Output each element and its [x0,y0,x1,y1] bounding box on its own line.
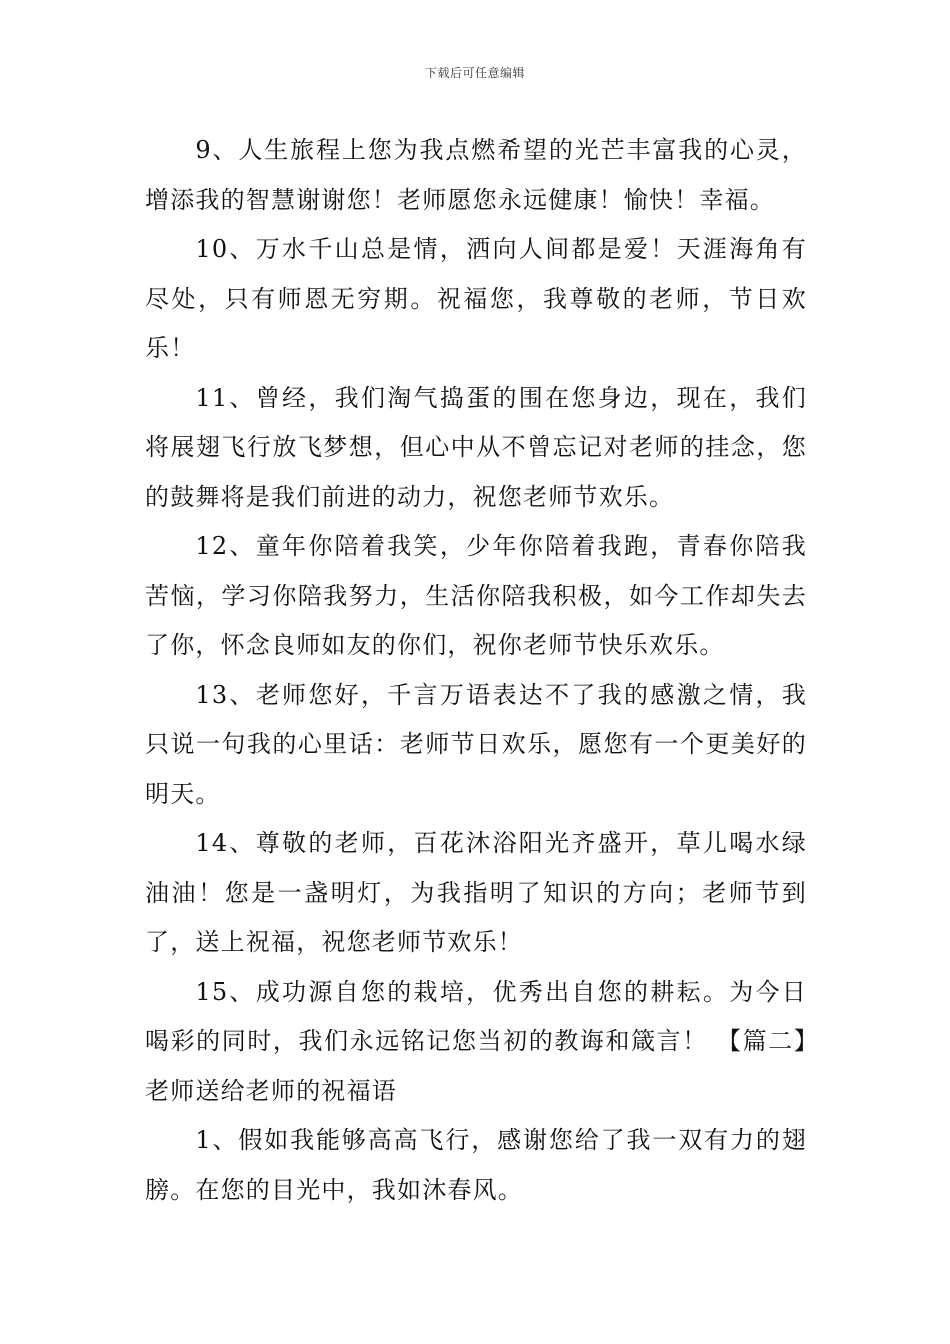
paragraph-14: 14、尊敬的老师，百花沐浴阳光齐盛开，草儿喝水绿油油！您是一盏明灯，为我指明了知识的方向；老师节到了，送上祝福，祝您老师节欢乐！ [145,829,807,956]
document-body [145,126,807,1215]
paragraph-13: 13、老师您好，千言万语表达不了我的感激之情，我只说一句我的心里话：老师节日欢乐，愿您有一个更美好的明天。 [145,680,807,808]
paragraph-11: 11、曾经，我们淘气捣蛋的围在您身边，现在，我们将展翅飞行放飞梦想，但心中从不曾忘记对老师的挂念，您的鼓舞将是我们前进的动力，祝您老师节欢乐。 [145,383,807,511]
paragraph-12: 12、童年你陪着我笑，少年你陪着我跑，青春你陪我苦恼，学习你陪我努力，生活你陪我积极，如今工作却失去了你，怀念良师如友的你们，祝你老师节快乐欢乐。 [145,532,807,659]
paragraph-10: 10、万水千山总是情，洒向人间都是爱！天涯海角有尽处，只有师恩无穷期。祝福您，我尊敬的老师，节日欢乐！ [145,235,807,362]
paragraph-1: 1、假如我能够高高飞行，感谢您给了我一双有力的翅膀。在您的目光中，我如沐春风。 [145,1126,807,1204]
paragraph-15: 15、成功源自您的栽培，优秀出自您的耕耘。为今日喝彩的同时，我们永远铭记您当初的教诲和箴言！ 【篇二】老师送给老师的祝福语 [145,977,807,1105]
paragraph-9: 9、人生旅程上您为我点燃希望的光芒丰富我的心灵，增添我的智慧谢谢您！老师愿您永远健康！愉快！幸福。 [145,136,807,214]
page-header: 下载后可任意编辑 [424,66,525,80]
